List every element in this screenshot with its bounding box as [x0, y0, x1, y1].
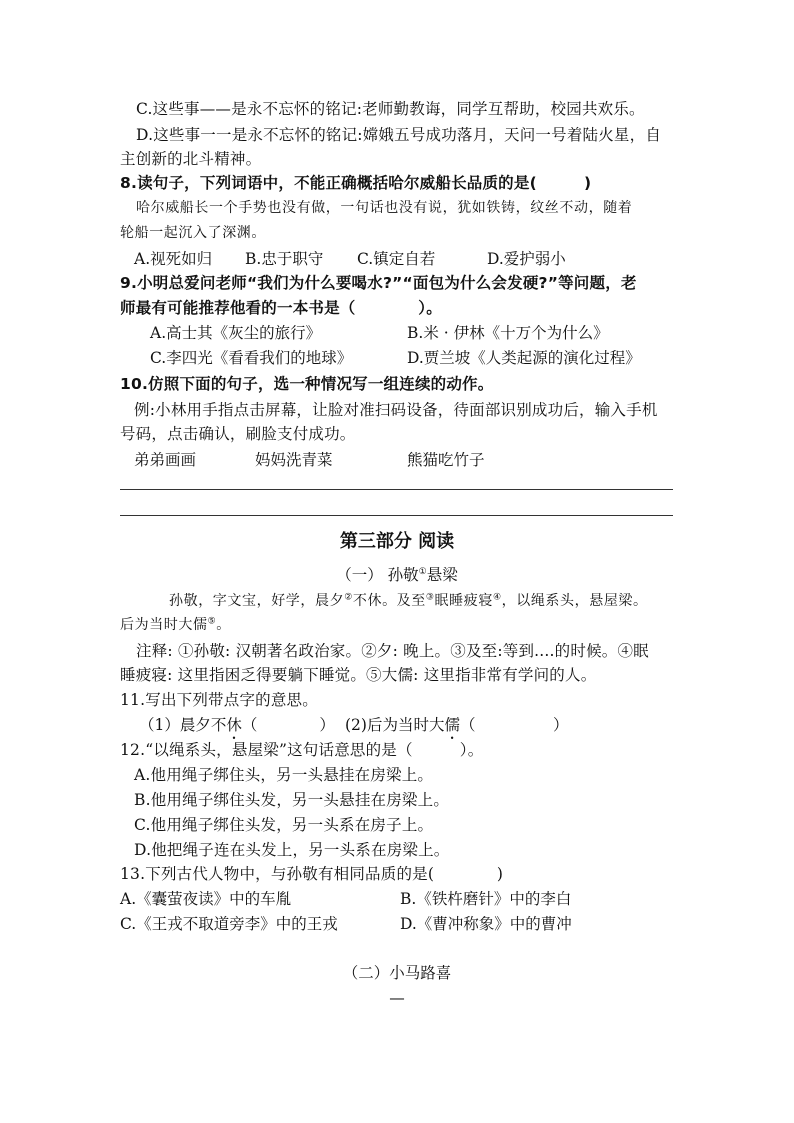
q8-option-b: B.忠于职守: [245, 250, 324, 268]
q13-option-c: C.《王戎不取道旁李》中的王戎: [120, 915, 338, 933]
q10-stem: 10.仿照下面的句子，选一种情况写一组连续的动作。: [120, 375, 494, 393]
q9-option-c: C.李四光《看看我们的地球》: [150, 349, 353, 367]
q13-option-a: A.《囊萤夜读》中的车胤: [120, 890, 292, 908]
q7-option-d-line2: 主创新的北斗精神。: [120, 150, 262, 168]
q8-quote-line1: 哈尔威船长一个手势也没有做，一句话也没有说，犹如铁铸，纹丝不动，随着: [136, 200, 633, 216]
passage2-title: （二）小马路喜: [342, 964, 452, 982]
q9-stem-line2: 师最有可能推荐他看的一本书是（ ）。: [120, 299, 442, 317]
q13-option-b: B.《铁杵磨针》中的李白: [400, 890, 572, 908]
q10-example-line1: 例:小林用手指点击屏幕，让脸对准扫码设备，待面部识别成功后，输入手机: [134, 401, 658, 419]
q9-option-b: B.米 · 伊林《十万个为什么》: [407, 324, 609, 342]
q8-option-a: A.视死如归: [134, 250, 213, 268]
q7-option-c: C.这些事——是永不忘怀的铭记:老师勤教诲，同学互帮助，校园共欢乐。: [136, 100, 645, 118]
q11-item2: (2)后为当时大儒（ ）: [345, 716, 569, 734]
q11-stem: 11.写出下列带点字的意思。: [120, 691, 318, 709]
q13-option-d: D.《曹冲称象》中的曹冲: [400, 915, 572, 933]
q9-option-a: A.高士其《灰尘的旅行》: [150, 324, 322, 342]
q13-stem: 13.下列古代人物中，与孙敬有相同品质的是( ): [120, 865, 504, 883]
q10-choice-1: 弟弟画画: [134, 451, 197, 469]
passage1-line1: 孙敬，字文宝，好学，晨夕②不休。及至③眠睡疲寝④，以绳系头，悬屋梁。: [169, 592, 648, 609]
q10-example-line2: 号码，点击确认，刷脸支付成功。: [120, 425, 356, 443]
q7-option-d-line1: D.这些事一一是永不忘怀的铭记:嫦娥五号成功落月，天问一号着陆火星，自: [136, 126, 662, 144]
q12-option-d: D.他把绳子连在头发上，另一头系在房梁上。: [134, 841, 450, 859]
answer-line-2[interactable]: [120, 515, 673, 516]
q12-option-c: C.他用绳子绑住头发，另一头系在房子上。: [134, 816, 434, 834]
passage1-title: （一） 孙敬①悬梁: [336, 566, 458, 584]
page-number: —: [389, 989, 405, 1007]
part3-title: 第三部分 阅读: [339, 531, 455, 552]
q12-stem: 12.“以绳系头，悬屋梁”这句话意思的是（ ）。: [120, 741, 484, 759]
q12-option-b: B.他用绳子绑住头发，另一头悬挂在房梁上。: [134, 791, 450, 809]
q9-option-d: D.贾兰坡《人类起源的演化过程》: [407, 349, 641, 367]
answer-line-1[interactable]: [120, 489, 673, 490]
notes-line2: 睡疲寝: 这里指困乏得要躺下睡觉。⑤大儒: 这里指非常有学问的人。: [120, 666, 597, 684]
passage1-line2: 后为当时大儒⑤。: [120, 616, 231, 633]
q10-choice-3: 熊猫吃竹子: [407, 451, 485, 469]
q8-option-d: D.爱护弱小: [487, 250, 566, 268]
q8-option-c: C.镇定自若: [357, 250, 436, 268]
q8-stem: 8.读句子，下列词语中，不能正确概括哈尔威船长品质的是( ): [120, 174, 592, 192]
notes-line1: 注释: ①孙敬: 汉朝著名政治家。②夕: 晚上。③及至:等到....的时候。④眠: [136, 642, 649, 660]
q12-option-a: A.他用绳子绑住头，另一头悬挂在房梁上。: [134, 766, 434, 784]
q9-stem-line1: 9.小明总爱问老师“我们为什么要喝水?”“面包为什么会发硬?”等问题，老: [120, 274, 637, 292]
q8-quote-line2: 轮船一起沉入了深渊。: [120, 225, 266, 241]
q11-item1: （1）晨夕不休（ ）: [139, 716, 335, 734]
q10-choice-2: 妈妈洗青菜: [255, 451, 333, 469]
